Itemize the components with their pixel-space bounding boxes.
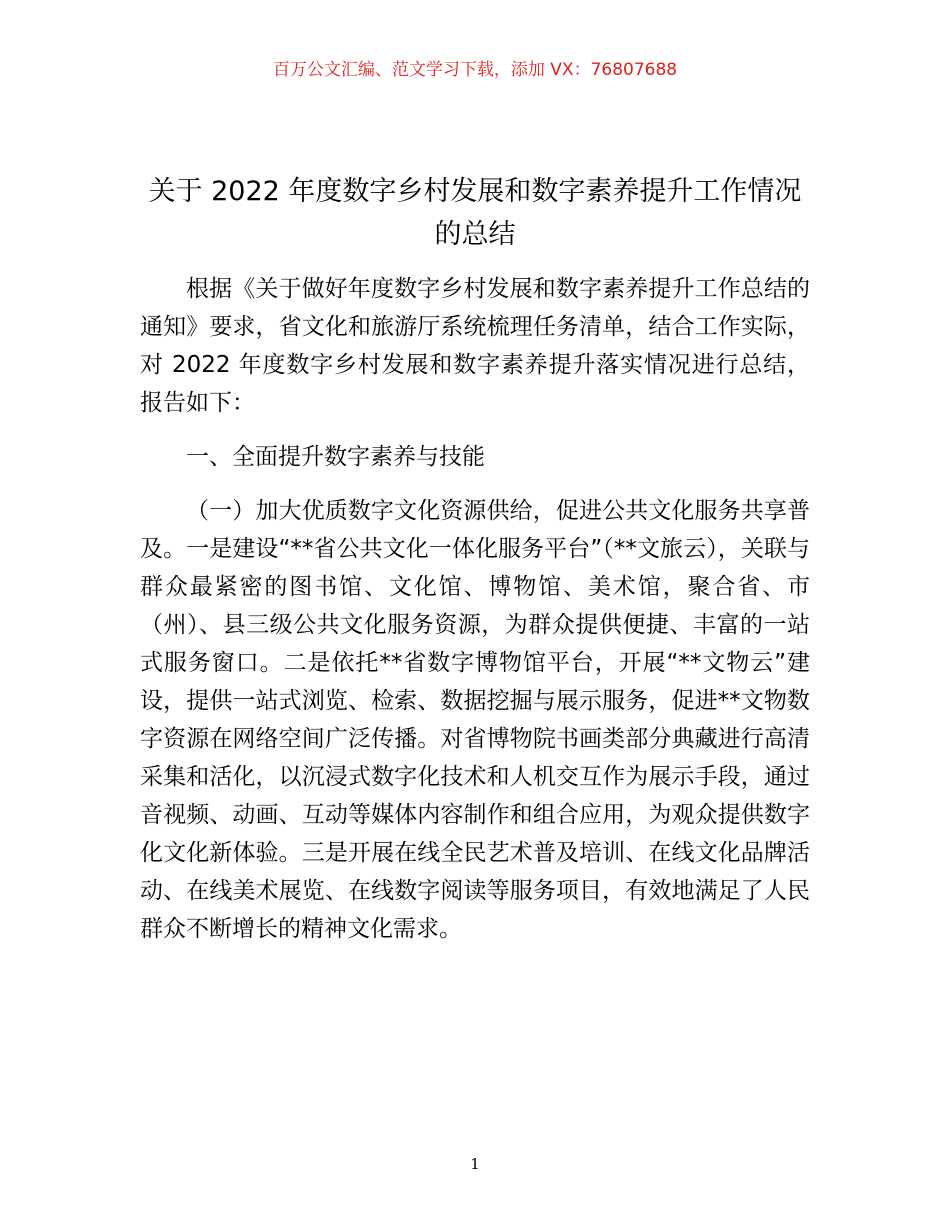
page-number: 1 bbox=[470, 1155, 480, 1173]
subsection-paragraph: （一）加大优质数字文化资源供给，促进公共文化服务共享普及。一是建设“**省公共文化一体化服务平台”（**文旅云），关联与群众最紧密的图书馆、文化馆、博物馆、美术馆，聚合省、市（州）、县三级公共文化服务资源，为群众提供便捷、丰富的一站式服务窗口。二是依托**省数字博物馆平台，开展“**文物云”建设，提供一站式浏览、检索、数据挖掘与展示服务，促进**文物数字资源在网络空间广泛传播。对省博物院书画类部分典藏进行高清采集和活化，以沉浸式数字化技术和人机交互作为展示手段，通过音视频、动画、互动等媒体内容制作和组合应用，为观众提供数字化文化新体验。三是开展在线全民艺术普及培训、在线文化品牌活动、在线美术展览、在线数字阅读等服务项目，有效地满足了人民群众不断增长的精神文化需求。 bbox=[140, 498, 810, 942]
intro-paragraph: 根据《关于做好年度数字乡村发展和数字素养提升工作总结的通知》要求，省文化和旅游厅系统梳理任务清单，结合工作实际，对 2022 年度数字乡村发展和数字素养提升落实情况进行总结，报告如下： bbox=[140, 276, 810, 416]
header-watermark: 百万公文汇编、范文学习下载，添加 VX：76807688 bbox=[272, 60, 678, 80]
document-body bbox=[140, 270, 810, 948]
section-heading: 一、全面提升数字素养与技能 bbox=[186, 444, 485, 470]
document-title: 关于 2022 年度数字乡村发展和数字素养提升工作情况的总结 bbox=[148, 176, 802, 250]
